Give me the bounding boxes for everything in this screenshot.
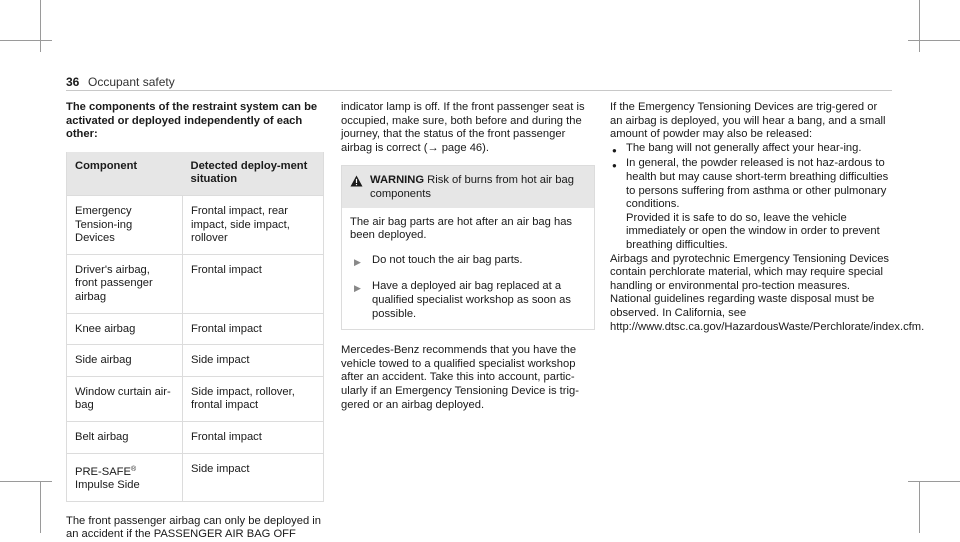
arrow-right-icon: ▶ [354,283,361,294]
warning-title [370,174,586,201]
crop-mark [908,40,960,41]
paragraph: indicator lamp is off. If the front passenger seat is occupied, make sure, both before and during the journey, that the status of the front passenger airbag is correct (→ page 46). [341,101,585,154]
table-cell: Driver's airbag, front passenger airbag [67,254,183,313]
list-item [350,280,586,321]
table-row [67,313,324,345]
table-cell: Knee airbag [67,313,183,345]
table-row [67,376,324,421]
table-row [67,195,324,254]
table-cell: Frontal impact [183,254,324,313]
right-column [610,101,925,334]
table-cell [67,453,183,501]
warning-triangle-icon [350,174,370,201]
column-header-component: Component [67,152,183,196]
crop-mark [908,481,960,482]
table-cell: Frontal impact [183,313,324,345]
arrow-right-icon: ▶ [354,256,361,267]
paragraph: If the Emergency Tensioning Devices are trig-gered or an airbag is deployed, you will hear a bang, and a small amount of powder may also be released: [610,101,886,141]
warning-body [342,208,594,330]
warning-text: The air bag parts are hot after an air bag has been deployed. [350,215,573,242]
table-row [67,421,324,453]
warning-header [342,166,594,207]
list-item [350,254,586,270]
table-row [67,453,324,501]
bullet-icon: ● [612,161,617,171]
bullet-list [610,142,892,212]
table-row [67,254,324,313]
table-header-row [67,152,324,196]
page-header [66,71,892,91]
list-item [610,142,892,158]
sub-paragraph: Provided it is safe to do so, leave the vehicle immediately or open the window in order to prevent breathing difficulties. [626,211,880,251]
column-header-situation: Detected deploy-ment situation [183,152,324,196]
table-cell: Side impact [183,453,324,501]
action-text: Have a deployed air bag replaced at a qualified specialist workshop as soon as possible. [372,280,571,320]
paragraph: The front passenger airbag can only be deployed in an accident if the PASSENGER AIR BAG OFF [66,514,321,541]
left-column [66,101,324,542]
warning-box [341,165,595,330]
bullet-text: The bang will not generally affect your hear-ing. [626,141,862,154]
table-cell: Side airbag [67,345,183,377]
bullet-icon: ● [612,145,617,155]
registered-mark: ® [130,465,137,473]
warning-title-text: Risk of burns from hot air bag components [370,174,574,200]
table-cell: Frontal impact [183,421,324,453]
paragraph: Airbags and pyrotechnic Emergency Tensioning Devices contain perchlorate material, which may require special handling or environmental pro-tection measures. National guidelines regarding waste disposal must be observed. In California, see http://www.dtsc.ca.gov/HazardousWaste/Perchlorate/index.cfm. [610,252,925,333]
table-cell: Side impact, rollover, frontal impact [183,376,324,421]
crop-mark [0,481,52,482]
table-cell: Belt airbag [67,421,183,453]
table-intro: The components of the restraint system can be activated or deployed independently of each other: [66,101,318,141]
presafe-suffix: Impulse Side [75,479,140,492]
table-cell: Frontal impact, rear impact, side impact, rollover [183,195,324,254]
crop-mark [40,0,41,52]
section-title: Occupant safety [88,75,175,89]
table-row [67,345,324,377]
bullet-text: In general, the powder released is not haz-ardous to health but may cause short-term breathing difficulties to persons suffering from asthma or other pulmonary conditions. [626,157,889,211]
crop-mark [919,481,920,533]
table-cell: Emergency Tension-ing Devices [67,195,183,254]
paragraph: Mercedes-Benz recommends that you have the vehicle towed to a qualified specialist workshop after an accident. Take this into account, partic-ularly if an Emergency Tensioning Device is trig-gered or an airbag deployed. [341,344,579,411]
warning-label: WARNING [370,174,425,187]
header-divider [66,90,892,91]
table-cell: Side impact [183,345,324,377]
presafe-label: PRE-SAFE [75,465,131,478]
middle-column [341,101,595,412]
crop-mark [0,40,52,41]
components-table [66,152,324,502]
list-item [610,157,892,211]
table-cell: Window curtain air-bag [67,376,183,421]
crop-mark [919,0,920,52]
page-number: 36 [66,75,80,89]
crop-mark [40,481,41,533]
action-text: Do not touch the air bag parts. [372,253,523,266]
